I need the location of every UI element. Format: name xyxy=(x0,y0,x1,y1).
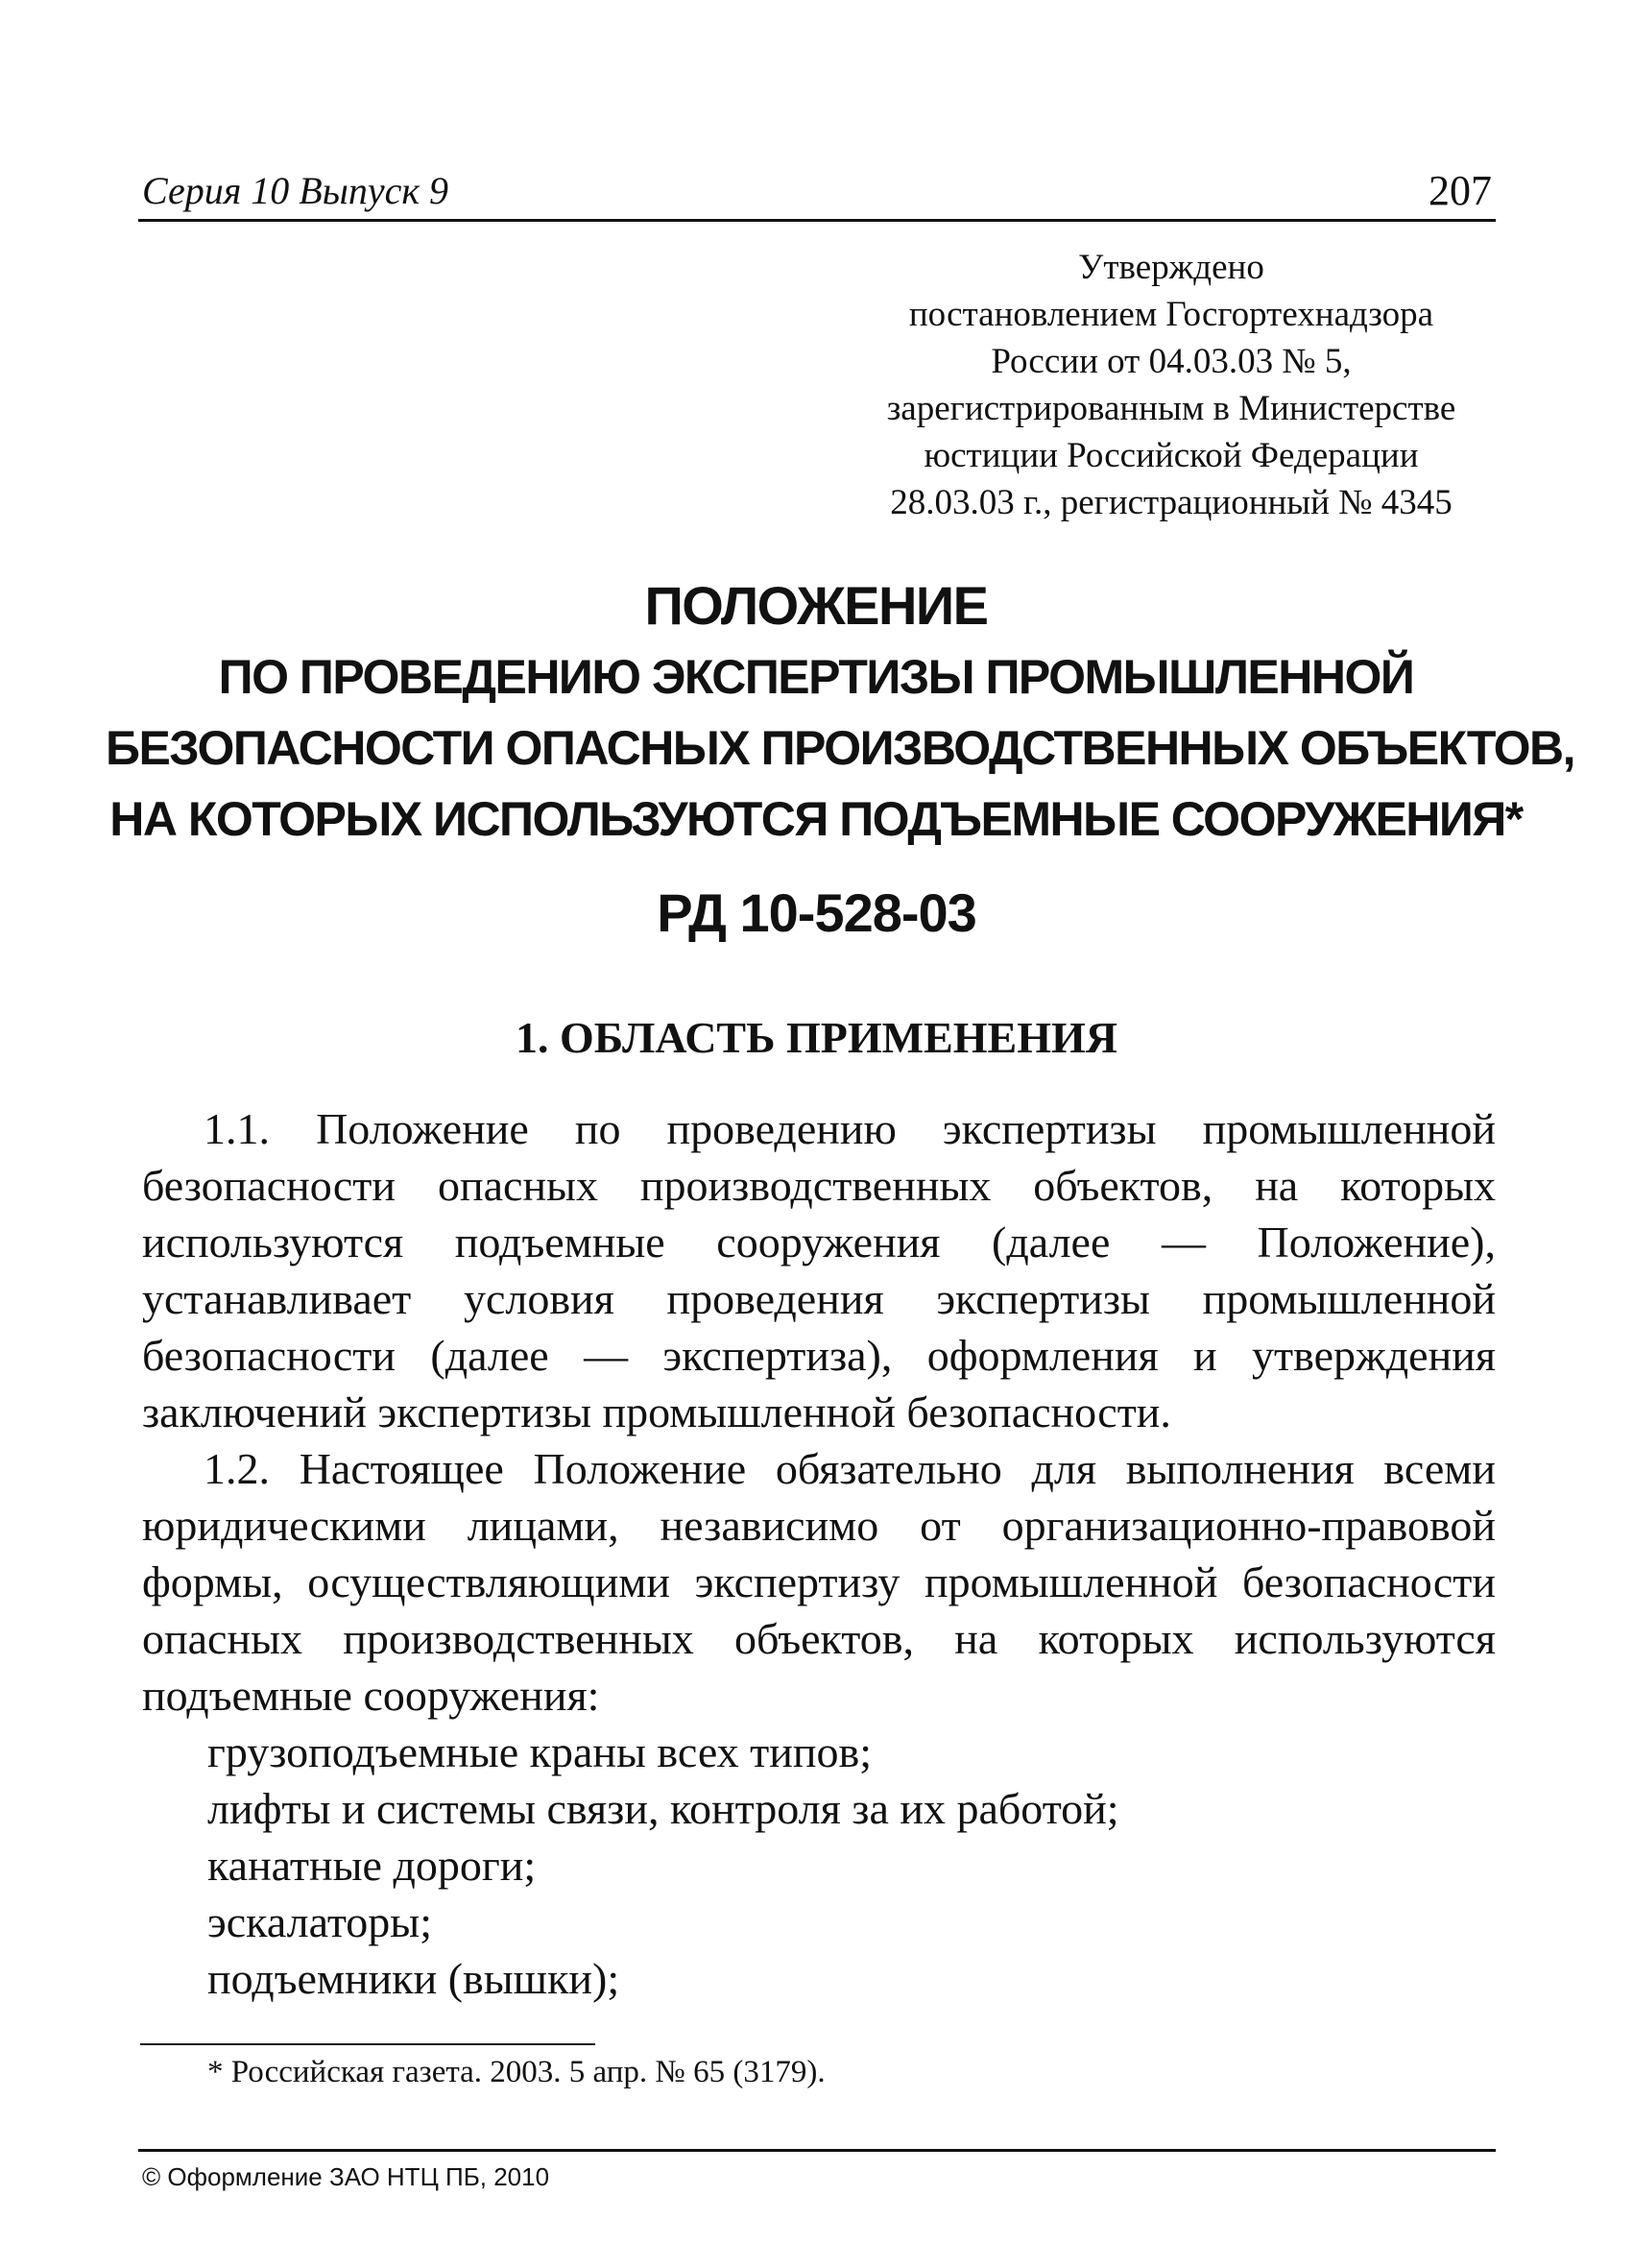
running-header xyxy=(138,163,1496,222)
list-item: эскалаторы; xyxy=(207,1897,432,1946)
body-text xyxy=(142,1100,1496,2007)
approval-line: России от 04.03.03 № 5, xyxy=(991,342,1352,381)
bottom-divider xyxy=(138,2149,1496,2152)
title-line: ПО ПРОВЕДЕНИЮ ЭКСПЕРТИЗЫ ПРОМЫШЛЕННОЙ xyxy=(218,650,1414,704)
footnote: * Российская газета. 2003. 5 апр. № 65 (3179). xyxy=(207,2055,826,2089)
paragraph: 1.1. Положение по проведению экспертизы промышленной безопасности опасных производственных объектов, на которых используются подъемные сооружения (далее — Положение), устанавливает условия проведения экспертизы промышленной безопасности (далее — экспертиза), оформления и утверждения заключений экспертизы промышленной безопасности. xyxy=(142,1104,1496,1436)
title-line: НА КОТОРЫХ ИСПОЛЬЗУЮТСЯ ПОДЪЕМНЫЕ СООРУЖЕНИЯ* xyxy=(109,792,1523,846)
list-item: лифты и системы связи, контроля за их работой; xyxy=(207,1784,1119,1833)
title-line: БЕЗОПАСНОСТИ ОПАСНЫХ ПРОИЗВОДСТВЕННЫХ ОБЪЕКТОВ, xyxy=(106,721,1575,775)
approval-line: постановлением Госгортехнадзора xyxy=(908,295,1434,334)
list-item: подъемники (вышки); xyxy=(207,1954,620,2003)
approval-line: зарегистрированным в Министерстве xyxy=(886,389,1456,428)
copyright: © Оформление ЗАО НТЦ ПБ, 2010 xyxy=(142,2162,550,2191)
approval-block xyxy=(826,244,1517,526)
page-number: 207 xyxy=(1429,167,1492,214)
list-item: канатные дороги; xyxy=(207,1841,537,1890)
list-item: грузоподъемные краны всех типов; xyxy=(207,1727,872,1776)
document-code: РД 10-528-03 xyxy=(657,882,976,943)
footnote-divider xyxy=(140,2043,595,2045)
title-line: ПОЛОЖЕНИЕ xyxy=(644,575,988,636)
approval-line: юстиции Российской Федерации xyxy=(924,436,1419,475)
paragraph: 1.2. Настоящее Положение обязательно для выполнения всеми юридическими лицами, независимо от организационно-правовой формы, осуществляющими экспертизу промышленной безопасности опасных производственных объектов, на которых используются подъемные сооружения: xyxy=(142,1444,1496,1720)
approval-line: 28.03.03 г., регистрационный № 4345 xyxy=(890,483,1453,522)
section-heading: 1. ОБЛАСТЬ ПРИМЕНЕНИЯ xyxy=(515,1013,1118,1062)
document-title xyxy=(106,570,1575,855)
series-label: Серия 10 Выпуск 9 xyxy=(142,169,449,212)
approval-line: Утверждено xyxy=(1078,248,1264,287)
